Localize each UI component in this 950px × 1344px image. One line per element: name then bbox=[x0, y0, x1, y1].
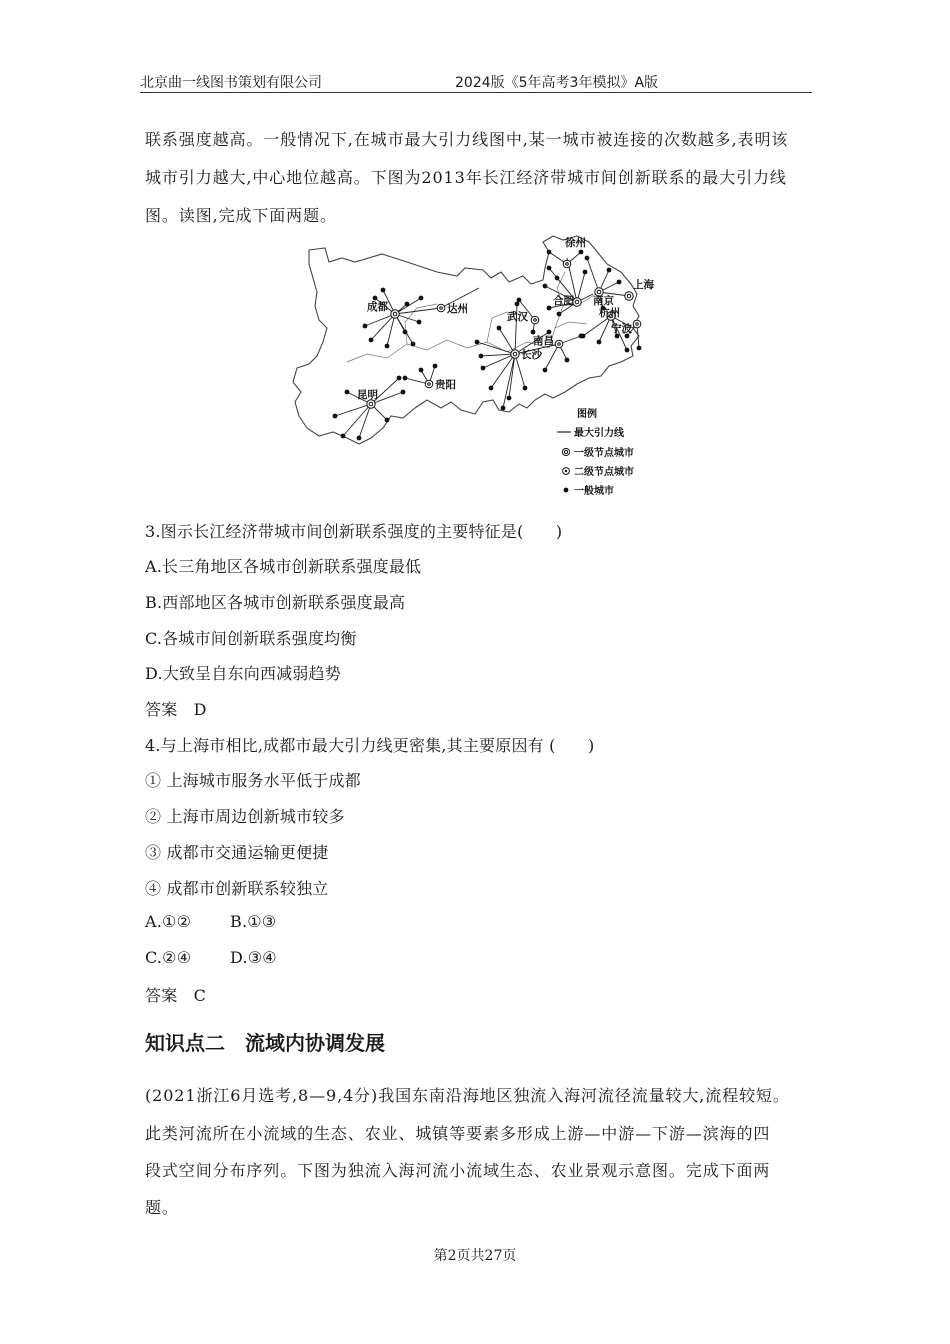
q3-option-b: B.西部地区各城市创新联系强度最高 bbox=[145, 593, 406, 612]
q4-item: ④ 成都市创新联系较独立 bbox=[145, 879, 329, 898]
legend-level2: 二级节点城市 bbox=[574, 467, 634, 478]
q3-option-c: C.各城市间创新联系强度均衡 bbox=[145, 629, 357, 648]
section-para-line: 此类河流所在小流域的生态、农业、城镇等要素多形成上游—中游—下游—滨海的四 bbox=[145, 1124, 771, 1143]
q4-item: ③ 成都市交通运输更便捷 bbox=[145, 843, 329, 862]
label-ningbo: 宁波 bbox=[611, 323, 632, 335]
header-publisher: 北京曲一线图书策划有限公司 bbox=[140, 75, 322, 91]
page-header bbox=[140, 70, 812, 93]
label-hangzhou: 杭州 bbox=[599, 307, 620, 319]
q4-option-c: C.②④ bbox=[145, 948, 192, 967]
label-xuzhou: 徐州 bbox=[565, 237, 586, 249]
q4-item: ① 上海城市服务水平低于成都 bbox=[145, 771, 361, 790]
q4-options-row bbox=[145, 948, 277, 967]
q3-option-d: D.大致呈自东向西减弱趋势 bbox=[145, 664, 341, 683]
label-wuhan: 武汉 bbox=[507, 311, 528, 323]
node-cities bbox=[367, 260, 641, 408]
section-para-line: (2021浙江6月选考,8—9,4分)我国东南沿海地区独流入海河流径流量较大,流程较短。 bbox=[145, 1086, 790, 1105]
yangtze-gravity-map bbox=[287, 232, 669, 502]
q4-answer: 答案 C bbox=[145, 986, 207, 1005]
legend-line: 最大引力线 bbox=[574, 428, 624, 439]
legend-general: 一般城市 bbox=[574, 486, 614, 497]
label-guiyang: 贵阳 bbox=[435, 379, 456, 391]
section-title: 知识点二 流域内协调发展 bbox=[145, 1031, 385, 1055]
label-nanchang: 南昌 bbox=[533, 335, 554, 347]
label-kunming: 昆明 bbox=[357, 389, 378, 401]
page-footer: 第2页共27页 bbox=[433, 1248, 517, 1264]
intro-line: 联系强度越高。一般情况下,在城市最大引力线图中,某一城市被连接的次数越多,表明该 bbox=[145, 130, 789, 149]
q4-item: ② 上海市周边创新城市较多 bbox=[145, 807, 345, 826]
intro-line: 图。读图,完成下面两题。 bbox=[145, 206, 337, 225]
label-hefei: 合肥 bbox=[553, 295, 574, 307]
map-legend bbox=[557, 407, 634, 497]
header-book-title: 2024版《5年高考3年模拟》A版 bbox=[455, 75, 659, 91]
legend-title: 图例 bbox=[577, 409, 597, 420]
label-shanghai: 上海 bbox=[633, 279, 654, 291]
q3-answer: 答案 D bbox=[145, 700, 207, 719]
q4-options-row bbox=[145, 912, 277, 931]
label-dazhou: 达州 bbox=[447, 303, 468, 315]
q4-option-b: B.①③ bbox=[230, 912, 277, 931]
intro-line: 城市引力越大,中心地位越高。下图为2013年长江经济带城市间创新联系的最大引力线 bbox=[145, 168, 787, 187]
label-chengdu: 成都 bbox=[367, 301, 388, 313]
legend-level1: 一级节点城市 bbox=[574, 448, 634, 459]
q3-option-a: A.长三角地区各城市创新联系强度最低 bbox=[145, 557, 422, 576]
label-nanjing: 南京 bbox=[593, 295, 614, 307]
question-3-stem: 3.图示长江经济带城市间创新联系强度的主要特征是( ) bbox=[145, 522, 563, 541]
q4-option-a: A.①② bbox=[145, 912, 192, 931]
question-4-stem: 4.与上海市相比,成都市最大引力线更密集,其主要原因有 ( ) bbox=[145, 736, 595, 755]
q4-option-d: D.③④ bbox=[230, 948, 277, 967]
section-para-line: 题。 bbox=[145, 1198, 179, 1217]
section-para-line: 段式空间分布序列。下图为独流入海河流小流域生态、农业景观示意图。完成下面两 bbox=[145, 1161, 771, 1180]
label-changsha: 长沙 bbox=[521, 349, 542, 361]
